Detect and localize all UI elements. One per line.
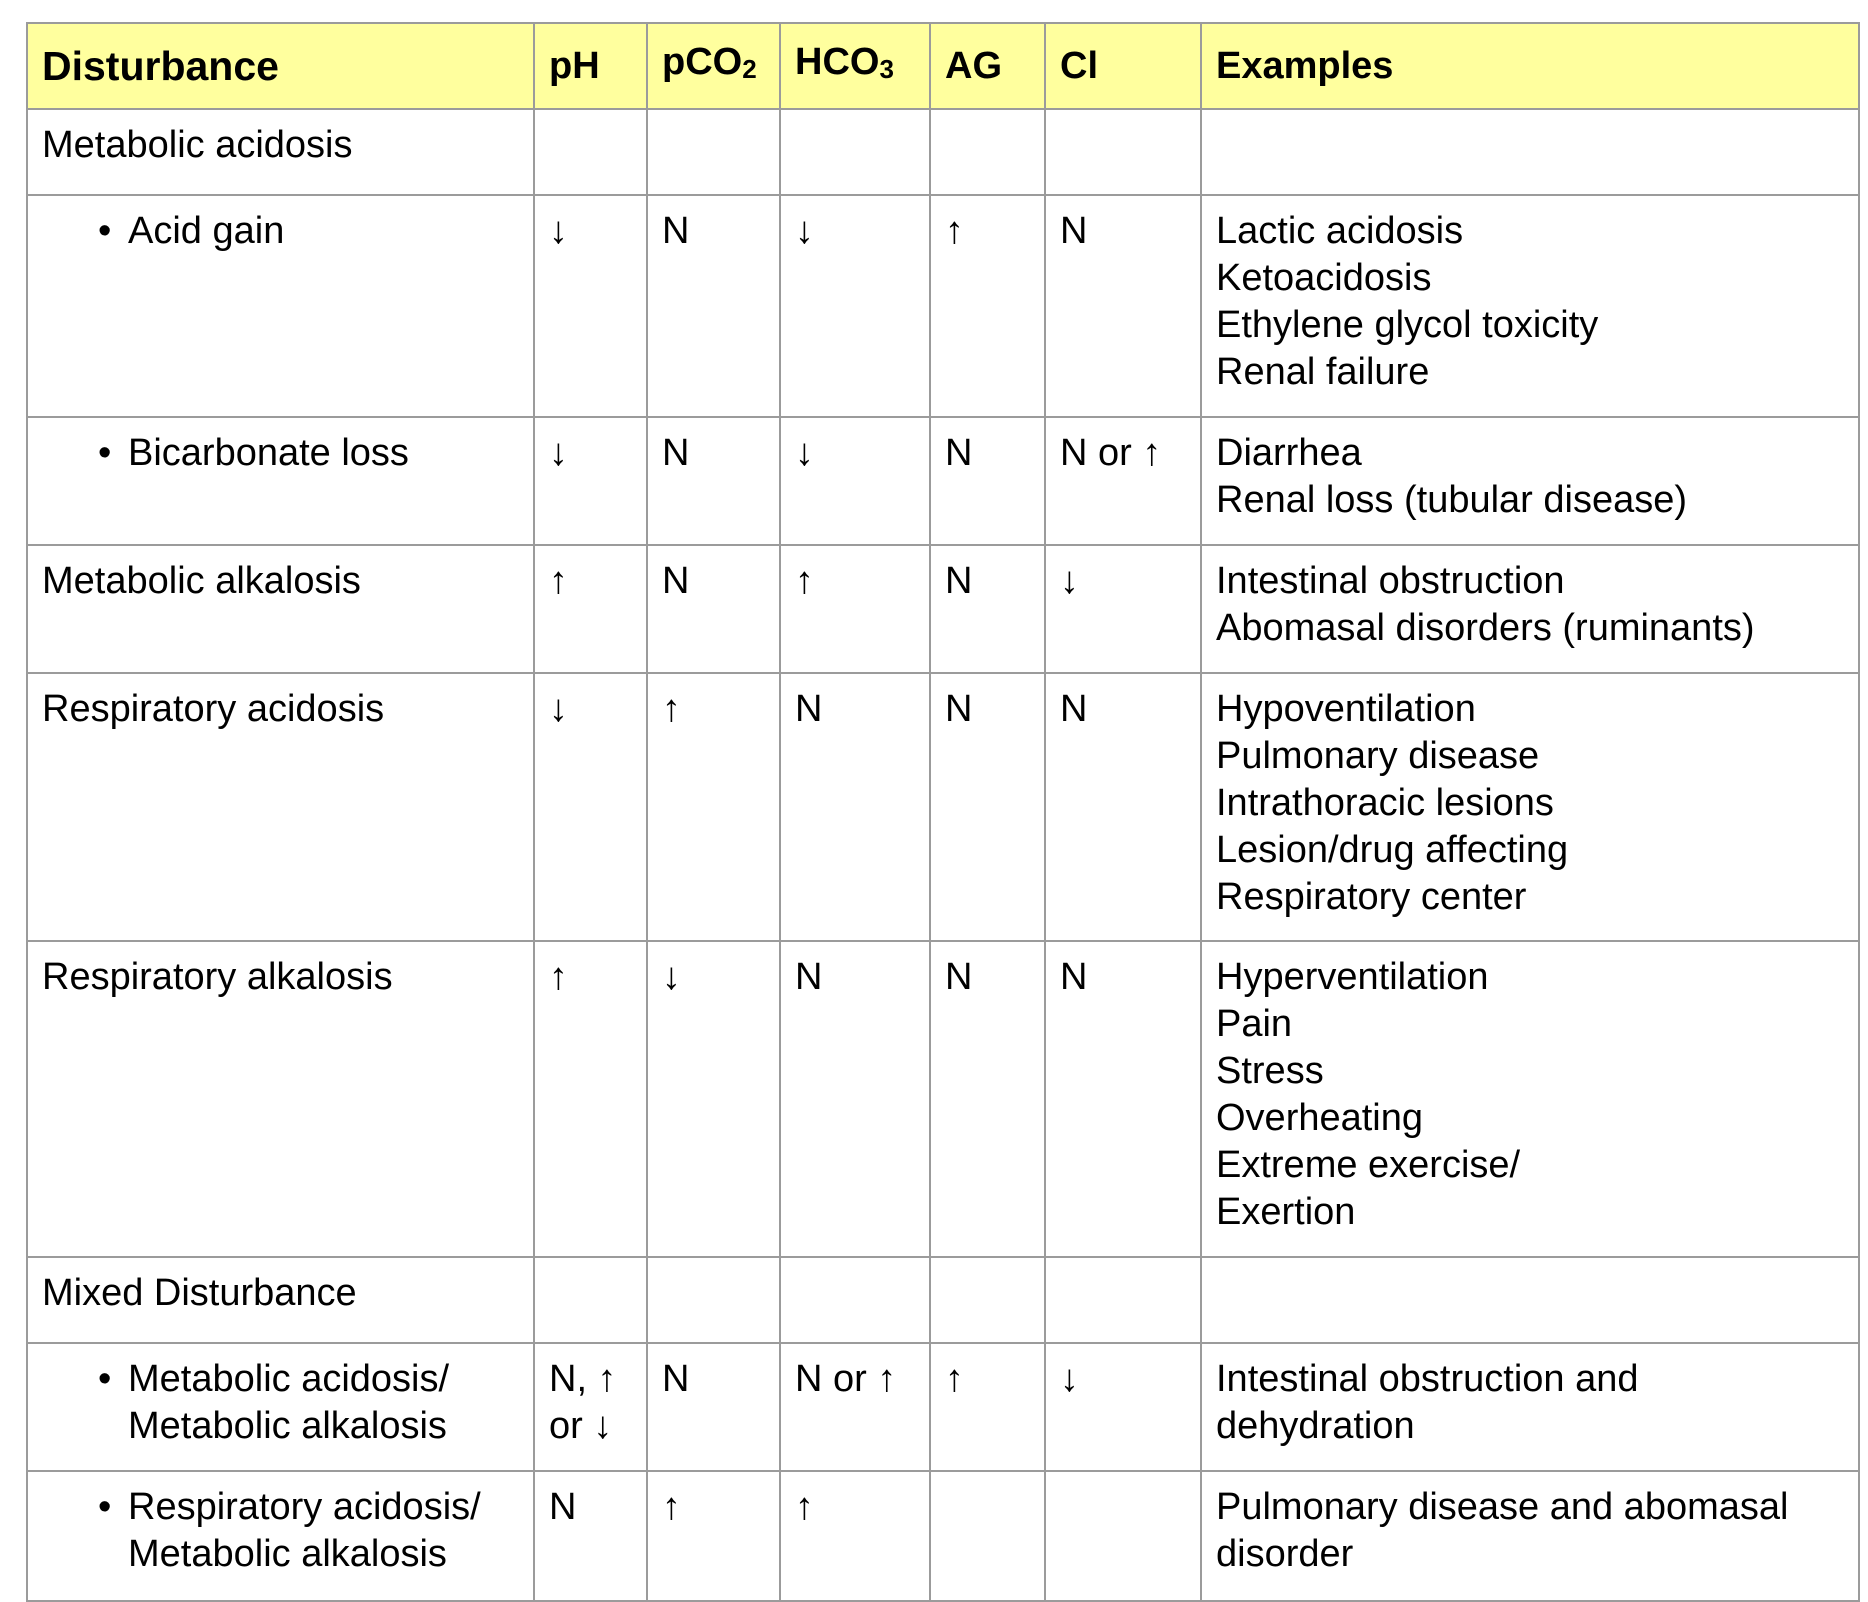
disturbance-label: Respiratory acidosis bbox=[42, 688, 385, 730]
cell-pco2 bbox=[647, 109, 780, 195]
header-pco2-subscript: 2 bbox=[742, 54, 757, 84]
disturbance-label: Respiratory acidosis/ bbox=[128, 1486, 481, 1528]
cell-disturbance bbox=[27, 195, 534, 417]
cell-ag bbox=[930, 1471, 1045, 1601]
hco3-value: N or ↑ bbox=[795, 1358, 897, 1400]
pco2-value: N bbox=[662, 1358, 690, 1400]
example-item: Pulmonary disease bbox=[1216, 735, 1540, 777]
cell-examples bbox=[1201, 109, 1859, 195]
bullet-icon: • bbox=[98, 1486, 112, 1528]
example-item: Ethylene glycol toxicity bbox=[1216, 304, 1599, 346]
disturbance-label: Metabolic acidosis/ bbox=[128, 1358, 450, 1400]
cell-cl bbox=[1045, 1257, 1201, 1343]
hco3-value: ↑ bbox=[795, 560, 814, 602]
cl-value: N bbox=[1060, 688, 1088, 730]
cell-ag bbox=[930, 195, 1045, 417]
example-item: Exertion bbox=[1216, 1191, 1356, 1233]
cell-hco3 bbox=[780, 545, 930, 673]
example-item: Pain bbox=[1216, 1003, 1293, 1045]
cell-hco3 bbox=[780, 195, 930, 417]
cell-examples bbox=[1201, 417, 1859, 545]
pco2-value: ↑ bbox=[662, 1486, 681, 1528]
example-item: Lactic acidosis bbox=[1216, 210, 1464, 252]
cell-pco2 bbox=[647, 941, 780, 1257]
cell-hco3 bbox=[780, 941, 930, 1257]
cell-cl bbox=[1045, 673, 1201, 941]
cell-hco3 bbox=[780, 1343, 930, 1471]
table-row bbox=[27, 109, 1859, 195]
disturbance-label: Bicarbonate loss bbox=[128, 432, 409, 474]
example-item: Renal loss (tubular disease) bbox=[1216, 479, 1688, 521]
header-pco2 bbox=[647, 23, 780, 109]
disturbance-label: Mixed Disturbance bbox=[42, 1272, 357, 1314]
cell-disturbance bbox=[27, 1471, 534, 1601]
cell-hco3 bbox=[780, 1471, 930, 1601]
cell-examples bbox=[1201, 1257, 1859, 1343]
cell-ph bbox=[534, 941, 647, 1257]
cell-disturbance bbox=[27, 417, 534, 545]
header-hco3-subscript: 3 bbox=[879, 54, 894, 84]
example-item: Intrathoracic lesions bbox=[1216, 782, 1554, 824]
pco2-value: N bbox=[662, 210, 690, 252]
ag-value: N bbox=[945, 560, 973, 602]
disturbance-label: Metabolic acidosis bbox=[42, 124, 353, 166]
table-row bbox=[27, 1343, 1859, 1471]
cell-pco2 bbox=[647, 545, 780, 673]
example-item: Renal failure bbox=[1216, 351, 1430, 393]
pco2-value: N bbox=[662, 560, 690, 602]
hco3-value: ↓ bbox=[795, 432, 814, 474]
ph-value: ↓ bbox=[549, 688, 568, 730]
hco3-value: N bbox=[795, 688, 823, 730]
cell-ag bbox=[930, 545, 1045, 673]
cell-cl bbox=[1045, 417, 1201, 545]
disturbance-label: Respiratory alkalosis bbox=[42, 956, 393, 998]
header-ph-label: pH bbox=[549, 44, 600, 87]
disturbance-lines bbox=[98, 1484, 519, 1578]
cell-disturbance bbox=[27, 1257, 534, 1343]
cell-ph bbox=[534, 109, 647, 195]
pco2-value: N bbox=[662, 432, 690, 474]
cl-value: N bbox=[1060, 956, 1088, 998]
cell-cl bbox=[1045, 545, 1201, 673]
cell-ag bbox=[930, 941, 1045, 1257]
cell-pco2 bbox=[647, 673, 780, 941]
cell-disturbance bbox=[27, 1343, 534, 1471]
cell-ph bbox=[534, 673, 647, 941]
example-item: Intestinal obstruction and bbox=[1216, 1358, 1639, 1400]
cell-disturbance bbox=[27, 109, 534, 195]
cell-cl bbox=[1045, 941, 1201, 1257]
header-ph bbox=[534, 23, 647, 109]
cell-disturbance bbox=[27, 545, 534, 673]
header-examples-label: Examples bbox=[1216, 44, 1394, 87]
cell-pco2 bbox=[647, 417, 780, 545]
example-item: Pulmonary disease and abomasal bbox=[1216, 1486, 1789, 1528]
cell-ph bbox=[534, 195, 647, 417]
cell-cl bbox=[1045, 195, 1201, 417]
cell-ag bbox=[930, 673, 1045, 941]
header-cl bbox=[1045, 23, 1201, 109]
cell-disturbance bbox=[27, 673, 534, 941]
cell-pco2 bbox=[647, 1471, 780, 1601]
cell-hco3 bbox=[780, 673, 930, 941]
cell-examples bbox=[1201, 545, 1859, 673]
cell-ph bbox=[534, 545, 647, 673]
acid-base-disturbance-table bbox=[26, 22, 1860, 1602]
table-row bbox=[27, 417, 1859, 545]
cell-disturbance bbox=[27, 941, 534, 1257]
cell-cl bbox=[1045, 1343, 1201, 1471]
cell-cl bbox=[1045, 1471, 1201, 1601]
cell-ph bbox=[534, 417, 647, 545]
disturbance-label: Acid gain bbox=[128, 210, 285, 252]
bullet-icon: • bbox=[98, 210, 112, 252]
cell-examples bbox=[1201, 941, 1859, 1257]
example-item: Lesion/drug affecting bbox=[1216, 829, 1569, 871]
hco3-value: N bbox=[795, 956, 823, 998]
cell-examples bbox=[1201, 195, 1859, 417]
table-row bbox=[27, 941, 1859, 1257]
ag-value: ↑ bbox=[945, 1358, 964, 1400]
cell-ag bbox=[930, 417, 1045, 545]
table-body bbox=[27, 109, 1859, 1601]
cell-hco3 bbox=[780, 417, 930, 545]
pco2-value: ↓ bbox=[662, 956, 681, 998]
example-item: Diarrhea bbox=[1216, 432, 1362, 474]
example-item: dehydration bbox=[1216, 1405, 1415, 1447]
cell-examples bbox=[1201, 673, 1859, 941]
cl-value: ↓ bbox=[1060, 1358, 1079, 1400]
example-item: Abomasal disorders (ruminants) bbox=[1216, 607, 1755, 649]
cell-cl bbox=[1045, 109, 1201, 195]
example-item: Hyperventilation bbox=[1216, 956, 1489, 998]
cell-pco2 bbox=[647, 195, 780, 417]
header-hco3-label: HCO bbox=[795, 41, 880, 83]
hco3-value: ↓ bbox=[795, 210, 814, 252]
table-row bbox=[27, 545, 1859, 673]
cell-pco2 bbox=[647, 1343, 780, 1471]
header-examples bbox=[1201, 23, 1859, 109]
bullet-icon: • bbox=[98, 432, 112, 474]
example-item: disorder bbox=[1216, 1533, 1354, 1575]
ph-value: ↑ bbox=[549, 560, 568, 602]
ag-value: N bbox=[945, 432, 973, 474]
ag-value: ↑ bbox=[945, 210, 964, 252]
table-row bbox=[27, 195, 1859, 417]
cl-value: N or ↑ bbox=[1060, 432, 1162, 474]
cell-ph bbox=[534, 1343, 647, 1471]
ph-value: ↓ bbox=[549, 432, 568, 474]
hco3-value: ↑ bbox=[795, 1486, 814, 1528]
cell-ag bbox=[930, 1257, 1045, 1343]
bullet-icon: • bbox=[98, 1358, 112, 1400]
ph-value: or ↓ bbox=[549, 1405, 613, 1447]
example-item: Overheating bbox=[1216, 1097, 1424, 1139]
table-row bbox=[27, 1471, 1859, 1601]
table-row bbox=[27, 1257, 1859, 1343]
pco2-value: ↑ bbox=[662, 688, 681, 730]
cell-ag bbox=[930, 1343, 1045, 1471]
ph-value: N bbox=[549, 1486, 577, 1528]
cell-hco3 bbox=[780, 109, 930, 195]
example-item: Ketoacidosis bbox=[1216, 257, 1432, 299]
header-ag-label: AG bbox=[945, 44, 1002, 87]
ag-value: N bbox=[945, 956, 973, 998]
header-disturbance bbox=[27, 23, 534, 109]
header-disturbance-label: Disturbance bbox=[42, 42, 279, 89]
cell-ag bbox=[930, 109, 1045, 195]
example-item: Extreme exercise/ bbox=[1216, 1144, 1521, 1186]
cell-examples bbox=[1201, 1343, 1859, 1471]
ag-value: N bbox=[945, 688, 973, 730]
example-item: Hypoventilation bbox=[1216, 688, 1476, 730]
cell-ph bbox=[534, 1471, 647, 1601]
disturbance-lines bbox=[98, 1356, 519, 1450]
ph-value: ↑ bbox=[549, 956, 568, 998]
header-pco2-label: pCO bbox=[662, 41, 743, 83]
header-hco3 bbox=[780, 23, 930, 109]
example-item: Stress bbox=[1216, 1050, 1324, 1092]
example-item: Intestinal obstruction bbox=[1216, 560, 1565, 602]
disturbance-label: Metabolic alkalosis bbox=[42, 560, 361, 602]
cell-examples bbox=[1201, 1471, 1859, 1601]
cell-ph bbox=[534, 1257, 647, 1343]
cl-value: N bbox=[1060, 210, 1088, 252]
disturbance-label: Metabolic alkalosis bbox=[128, 1405, 447, 1447]
ph-value: N, ↑ bbox=[549, 1358, 617, 1400]
cell-pco2 bbox=[647, 1257, 780, 1343]
ph-value: ↓ bbox=[549, 210, 568, 252]
table-row bbox=[27, 673, 1859, 941]
disturbance-label: Metabolic alkalosis bbox=[128, 1533, 447, 1575]
cl-value: ↓ bbox=[1060, 560, 1079, 602]
header-cl-label: Cl bbox=[1060, 44, 1098, 87]
cell-hco3 bbox=[780, 1257, 930, 1343]
header-row bbox=[27, 23, 1859, 109]
header-ag bbox=[930, 23, 1045, 109]
example-item: Respiratory center bbox=[1216, 876, 1527, 918]
